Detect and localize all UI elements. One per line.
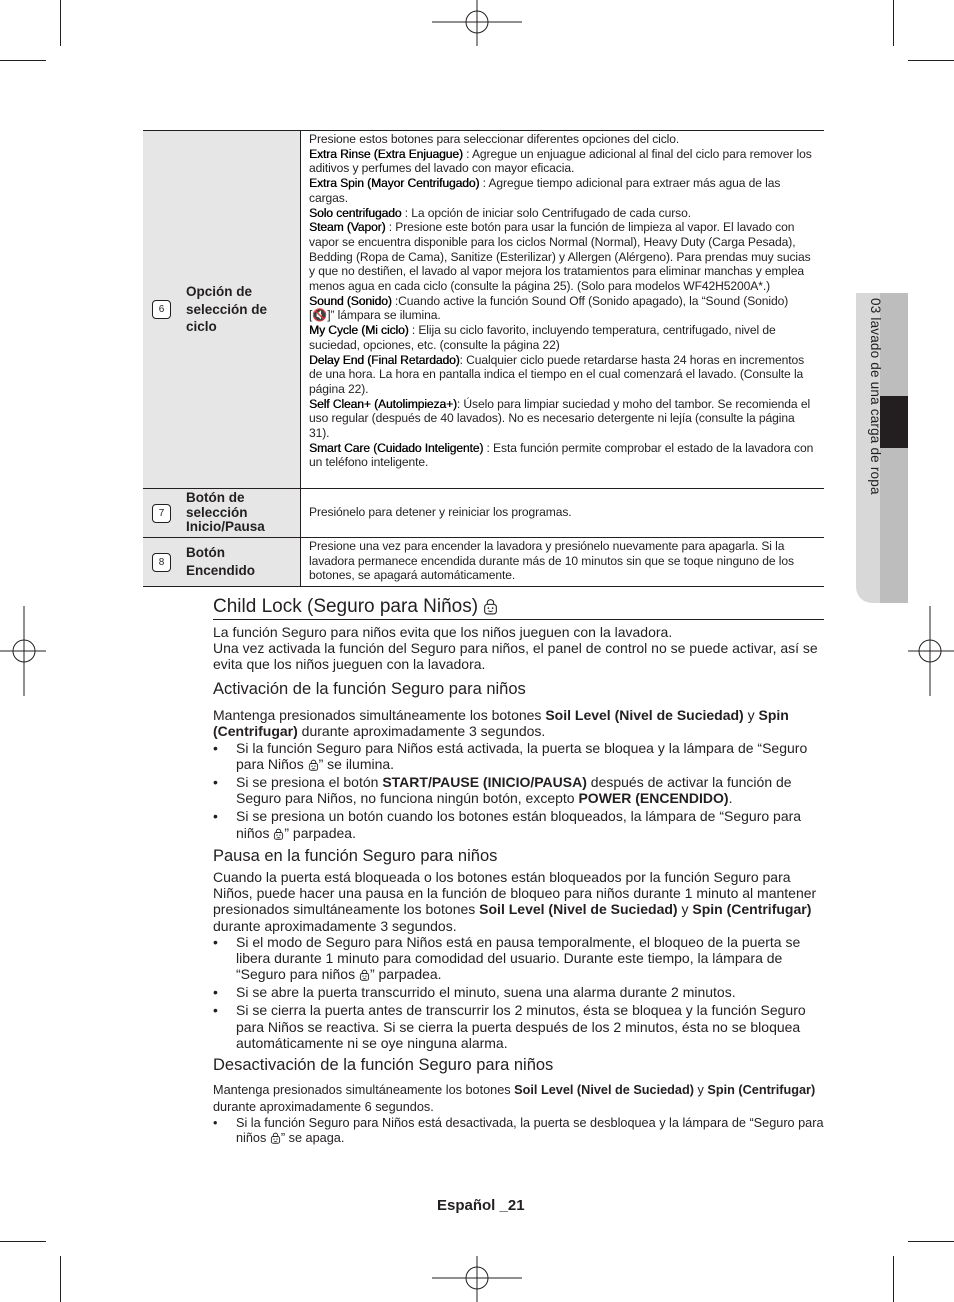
text: Si la función Seguro para Niños está activada, la puerta se bloquea y la lámpara de “Seguro para Niños xyxy=(236,740,808,773)
pause-heading: Pausa en la función Seguro para niños xyxy=(213,847,498,865)
description-paragraph xyxy=(309,505,572,520)
activation-paragraph xyxy=(213,707,825,739)
option-name: Solo centrifugado xyxy=(309,205,402,220)
option-description: Presione una vez para encender la lavadora y presiónelo nuevamente para apagarla. Si la lavadora permanece encendida durante más de 10 minutos sin que se toque ninguno de los botones, se apagará automáticamente. xyxy=(309,539,794,583)
row-description xyxy=(301,489,824,537)
controls-table xyxy=(143,130,824,587)
description-paragraph xyxy=(309,323,816,352)
description-paragraph xyxy=(309,441,816,470)
deactivation-list xyxy=(213,1116,825,1148)
text: Si se presiona el botón xyxy=(236,774,383,791)
child-lock-icon xyxy=(270,1132,281,1144)
crop-mark xyxy=(60,1256,61,1302)
option-name: Self Clean+ (Autolimpieza+) xyxy=(309,396,457,411)
option-description: : Elija su ciclo favorito, incluyendo temperatura, centrifugado, nivel de suciedad, opciones, etc. (consulte la página 22) xyxy=(309,323,776,352)
crop-mark xyxy=(908,1241,954,1242)
crop-mark xyxy=(893,1256,894,1302)
text: ” se ilumina. xyxy=(318,756,395,773)
text: durante aproximadamente 6 segundos. xyxy=(213,1099,434,1114)
intro-line: Una vez activada la función del Seguro para niños, el panel de control no se puede activar, así se evita que los niños jueguen con la lavadora. xyxy=(213,640,818,673)
text: Si el modo de Seguro para Niños está en pausa temporalmente, el bloqueo de la puerta se libera durante 1 minuto para comodidad del usuario. Durante este tiempo, la lámpara de “Seguro para niños xyxy=(236,934,801,983)
option-name: Delay End (Final Retardado) xyxy=(309,352,460,367)
chapter-tab-marker xyxy=(880,396,908,448)
row-number: 6 xyxy=(152,300,171,319)
option-name: Steam (Vapor) xyxy=(309,220,386,235)
description-block xyxy=(309,132,816,470)
text: ” se apaga. xyxy=(280,1131,345,1145)
text: y xyxy=(693,1083,708,1097)
text: . xyxy=(728,790,733,807)
description-paragraph xyxy=(309,176,816,205)
list-item xyxy=(213,740,825,772)
row-name: Botón Encendido xyxy=(186,545,256,578)
description-paragraph xyxy=(309,206,816,221)
registration-mark xyxy=(908,606,954,696)
pause-paragraph xyxy=(213,869,825,934)
child-lock-icon xyxy=(359,969,370,981)
description-block xyxy=(309,539,816,583)
button-name: Soil Level (Nivel de Suciedad) xyxy=(545,707,744,723)
description-paragraph xyxy=(309,353,816,397)
row-description xyxy=(301,131,824,488)
chapter-tab-strip xyxy=(880,293,908,603)
description-block xyxy=(309,505,572,520)
section-title-text: Child Lock (Seguro para Niños) xyxy=(213,596,479,617)
button-name: Spin (Centrifugar) xyxy=(213,707,789,740)
section-title xyxy=(213,596,498,618)
section-rule xyxy=(213,619,824,620)
crop-mark xyxy=(60,0,61,46)
button-name: Spin (Centrifugar) xyxy=(707,1083,816,1097)
text: después de activar la función de Seguro para Niños, no funciona ningún botón, excepto xyxy=(236,774,792,807)
option-description: : Agregue tiempo adicional para extraer más agua de las cargas. xyxy=(309,176,781,205)
intro-paragraph xyxy=(213,624,825,673)
option-description: : Presione este botón para usar la función de limpieza al vapor. El lavado con vapor se encuentra disponible para los ciclos Normal (Normal), Heavy Duty (Carga Pesada), Bedding (Ropa de Cama), Sanitize (Esterilizar) y Allergen (Alérgeno). Para prendas muy sucias y que no destiñen, el lavado al vapor mejora los tratamientos para eliminar manchas y emplea menos agua en cada ciclo (consulte la página 25). (Solo para modelos WF42H5200A*.) xyxy=(309,220,811,294)
text: Si se presiona un botón cuando los botones están bloqueados, la lámpara de “Seguro para niños xyxy=(236,808,802,841)
list-item xyxy=(213,774,825,806)
row-name: Opción de selección de ciclo xyxy=(186,284,268,335)
chapter-tab-label: 03 lavado de una carga de ropa xyxy=(868,298,883,495)
table-row xyxy=(143,130,824,489)
deactivation-heading: Desactivación de la función Seguro para niños xyxy=(213,1056,554,1074)
text: Si la función Seguro para Niños está desactivada, la puerta se desbloquea y la lámpara de “Seguro para niños xyxy=(236,1116,824,1145)
row-label-cell xyxy=(143,489,301,537)
child-lock-icon xyxy=(273,828,284,840)
registration-mark xyxy=(432,1256,522,1302)
intro-line: La función Seguro para niños evita que los niños jueguen con la lavadora. xyxy=(213,624,673,640)
description-paragraph xyxy=(309,147,816,176)
crop-mark xyxy=(893,0,894,46)
list-item xyxy=(213,934,825,983)
option-description: : Cualquier ciclo puede retardarse hasta 24 horas en incrementos de una hora. La hora en pantalla indica el tiempo en el cual comenzará el lavado. (Consulte la página 22). xyxy=(309,352,805,396)
option-name: Smart Care (Cuidado Inteligente) xyxy=(309,440,484,455)
option-description: Presione estos botones para seleccionar diferentes opciones del ciclo. xyxy=(309,132,680,146)
activation-heading: Activación de la función Seguro para niños xyxy=(213,680,526,698)
option-name: Extra Rinse (Extra Enjuague) xyxy=(309,146,463,161)
text: durante aproximadamente 3 segundos. xyxy=(213,917,457,934)
registration-mark xyxy=(432,0,522,46)
description-paragraph xyxy=(309,539,816,583)
crop-mark xyxy=(0,1241,46,1242)
activation-list xyxy=(213,740,825,843)
row-number: 8 xyxy=(152,553,171,572)
button-name: Soil Level (Nivel de Suciedad) xyxy=(514,1083,694,1097)
crop-mark xyxy=(908,60,954,61)
text: Mantenga presionados simultáneamente los botones xyxy=(213,707,546,723)
pause-list xyxy=(213,934,825,1053)
description-paragraph xyxy=(309,397,816,441)
option-name: Sound (Sonido) xyxy=(309,293,392,308)
text: ” parpadea. xyxy=(369,966,442,983)
list-item: • Si se abre la puerta transcurrido el minuto, suena una alarma durante 2 minutos. xyxy=(213,984,825,1000)
option-name: My Cycle (Mi ciclo) xyxy=(309,323,409,338)
button-name: Soil Level (Nivel de Suciedad) xyxy=(479,901,678,918)
description-paragraph xyxy=(309,132,816,147)
option-name: Extra Spin (Mayor Centrifugado) xyxy=(309,176,480,191)
list-item xyxy=(213,1116,825,1146)
option-description: : Esta función permite comprobar el estado de la lavadora con un teléfono inteligente. xyxy=(309,440,814,470)
page-footer: Español _21 xyxy=(437,1197,525,1214)
registration-mark xyxy=(0,606,46,696)
option-description: :Cuando active la función Sound Off (Sonido apagado), la “Sound (Sonido) [🔇]” lámpara se ilumina. xyxy=(309,293,789,323)
table-row xyxy=(143,489,824,538)
row-name: Botón de selección Inicio/Pausa xyxy=(186,490,265,535)
text: y xyxy=(743,707,759,723)
option-description: : Úselo para limpiar suciedad y moho del tambor. Se recomienda el uso regular (después de 40 lavados). No es necesario detergente ni lejía (consulte la página 31). xyxy=(309,396,811,441)
child-lock-icon xyxy=(483,598,498,615)
button-name: START/PAUSE (INICIO/PAUSA) xyxy=(382,774,587,791)
row-label-cell xyxy=(143,131,301,488)
button-name: Spin (Centrifugar) xyxy=(692,901,812,918)
option-description: : La opción de iniciar solo Centrifugado de cada curso. xyxy=(401,205,691,220)
text: Mantenga presionados simultáneamente los botones xyxy=(213,1083,515,1097)
option-description: Presiónelo para detener y reiniciar los programas. xyxy=(309,505,572,520)
description-paragraph xyxy=(309,220,816,294)
text: Cuando la puerta está bloqueada o los botones están bloqueados por la función Seguro para Niños, puede hacer una pausa en la función de bloqueo para niños durante 1 minuto al mantener presionados simultáneamente los botones xyxy=(213,869,817,918)
description-paragraph xyxy=(309,294,816,323)
row-label-cell xyxy=(143,538,301,586)
row-number: 7 xyxy=(152,504,171,523)
table-row xyxy=(143,538,824,587)
text: ” parpadea. xyxy=(284,824,356,841)
text: y xyxy=(677,901,693,918)
text: durante aproximadamente 3 segundos. xyxy=(297,723,546,740)
list-item: • Si se cierra la puerta antes de transcurrir los 2 minutos, ésta se bloquea y la función Seguro para Niños se reactiva. Si se cierra la puerta después de los 2 minutos, ésta no se bloquea automáticamente ni se oye ninguna alarma. xyxy=(213,1002,825,1051)
row-description xyxy=(301,538,824,586)
child-lock-icon xyxy=(308,759,319,771)
button-name: POWER (ENCENDIDO) xyxy=(578,790,729,807)
option-description: : Agregue un enjuague adicional al final del ciclo para remover los aditivos y perfumes del lavado con mayor eficacia. xyxy=(309,146,812,176)
crop-mark xyxy=(0,60,46,61)
list-item xyxy=(213,808,825,840)
deactivation-paragraph xyxy=(213,1082,825,1115)
